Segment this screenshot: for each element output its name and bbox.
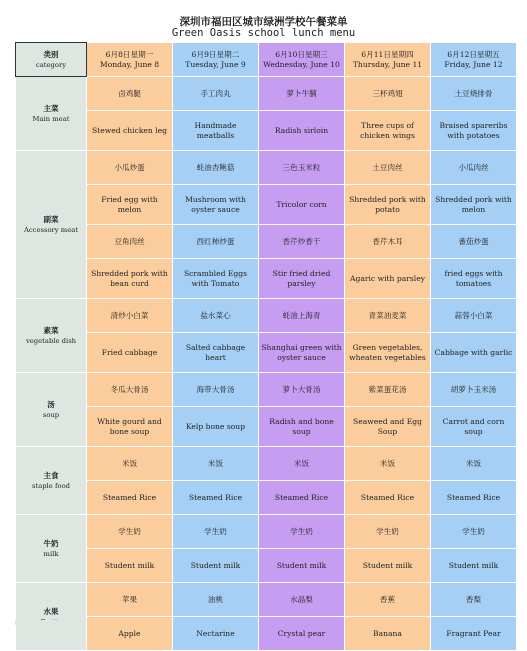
dish-cell: 三色玉米粒 [259, 151, 345, 185]
dish-cell: Student milk [345, 549, 431, 583]
category-cell [16, 151, 87, 299]
category-label-en: vegetable dish [25, 336, 77, 345]
dish-cell: Steamed Rice [87, 481, 173, 515]
dish-cell: White gourd and bone soup [87, 407, 173, 447]
dish-cell: 土豆肉丝 [345, 151, 431, 185]
dish-cell: Student milk [173, 549, 259, 583]
dish-cell: 三杯鸡翅 [345, 77, 431, 111]
menu-row [16, 583, 517, 617]
dish-cell: 青菜油麦菜 [345, 299, 431, 333]
dish-cell: 香芹木耳 [345, 225, 431, 259]
menu-row [16, 333, 517, 373]
dish-cell: 土豆烧排骨 [431, 77, 517, 111]
day-header-zh: 6月12日星期五 [447, 49, 500, 59]
dish-cell: Nectarine [173, 617, 259, 651]
day-header-zh: 6月9日星期二 [191, 49, 240, 59]
dish-cell: Three cups of chicken wings [345, 111, 431, 151]
dish-cell: Carrot and corn soup [431, 407, 517, 447]
category-label-zh: 主菜 [43, 103, 59, 113]
dish-cell: 手工肉丸 [173, 77, 259, 111]
menu-row [16, 299, 517, 333]
day-header-en: Wednesday, June 10 [263, 59, 340, 69]
dish-cell: Steamed Rice [345, 481, 431, 515]
dish-cell: Scrambled Eggs with Tomato [173, 259, 259, 299]
dish-cell: Salted cabbage heart [173, 333, 259, 373]
dish-cell: Stir fried dried parsley [259, 259, 345, 299]
category-label-zh: 牛奶 [43, 538, 59, 548]
category-label-zh: 水果 [43, 606, 59, 616]
dish-cell: Kelp bone soup [173, 407, 259, 447]
dish-cell: Student milk [431, 549, 517, 583]
day-header-wednesday [259, 43, 345, 77]
dish-cell: Apple [87, 617, 173, 651]
dish-cell: Agaric with parsley [345, 259, 431, 299]
category-label-en: soup [42, 410, 60, 419]
dish-cell: 苹果 [87, 583, 173, 617]
menu-title-en: Green Oasis school lunch menu [171, 27, 356, 39]
dish-cell: 番茄炒蛋 [431, 225, 517, 259]
menu-row [16, 617, 517, 651]
day-header-en: Friday, June 12 [444, 59, 503, 69]
dish-cell: Fried egg with melon [87, 185, 173, 225]
category-cell [16, 583, 87, 651]
dish-cell: 紫菜蛋花汤 [345, 373, 431, 407]
dish-cell: 蒜蓉小白菜 [431, 299, 517, 333]
dish-cell: 冬瓜大骨汤 [87, 373, 173, 407]
day-header-zh: 6月8日星期一 [105, 49, 154, 59]
day-header-en: Tuesday, June 9 [185, 59, 246, 69]
dish-cell: 香梨 [431, 583, 517, 617]
category-label-en: staple food [31, 481, 71, 490]
dish-cell: 学生奶 [431, 515, 517, 549]
category-column-footer [15, 620, 86, 625]
category-cell [16, 373, 87, 447]
dish-cell: 豆角肉丝 [87, 225, 173, 259]
category-cell [16, 515, 87, 583]
dish-cell: 学生奶 [259, 515, 345, 549]
menu-row [16, 225, 517, 259]
category-header-en: category [35, 60, 67, 69]
menu-row [16, 185, 517, 225]
menu-row [16, 481, 517, 515]
day-header-monday [87, 43, 173, 77]
dish-cell: 学生奶 [87, 515, 173, 549]
dish-cell: 萝卜牛腩 [259, 77, 345, 111]
menu-row [16, 259, 517, 299]
dish-cell: Banana [345, 617, 431, 651]
dish-cell: Mushroom with oyster sauce [173, 185, 259, 225]
dish-cell: 小瓜肉丝 [431, 151, 517, 185]
day-header-tuesday [173, 43, 259, 77]
dish-cell: 卤鸡腿 [87, 77, 173, 111]
dish-cell: Shanghai green with oyster sauce [259, 333, 345, 373]
dish-cell: Shredded pork with potato [345, 185, 431, 225]
dish-cell: Shredded pork with bean curd [87, 259, 173, 299]
dish-cell: Student milk [259, 549, 345, 583]
dish-cell: 蚝油上海青 [259, 299, 345, 333]
dish-cell: 盐水菜心 [173, 299, 259, 333]
dish-cell: Tricolor corn [259, 185, 345, 225]
dish-cell: 蚝油杏鲍菇 [173, 151, 259, 185]
dish-cell: 米饭 [259, 447, 345, 481]
day-header-zh: 6月11日星期四 [361, 49, 414, 59]
category-label-en: Main meat [32, 114, 70, 123]
day-header-zh: 6月10日星期三 [275, 49, 328, 59]
menu-row [16, 549, 517, 583]
day-header-en: Thursday, June 11 [352, 59, 423, 69]
category-label-zh: 副菜 [43, 214, 59, 224]
dish-cell: 清炒小白菜 [87, 299, 173, 333]
day-header-friday [431, 43, 517, 77]
menu-row [16, 373, 517, 407]
dish-cell: 学生奶 [345, 515, 431, 549]
category-label-en: milk [43, 549, 59, 558]
dish-cell: Handmade meatballs [173, 111, 259, 151]
dish-cell: Green vegetables, wheaten vegetables [345, 333, 431, 373]
category-cell [16, 77, 87, 151]
menu-title-zh: 深圳市福田区城市绿洲学校午餐菜单 [179, 16, 348, 28]
header-row [16, 43, 517, 77]
category-cell [16, 447, 87, 515]
dish-cell: Braised spareribs with potatoes [431, 111, 517, 151]
dish-cell: Steamed Rice [173, 481, 259, 515]
dish-cell: Shredded pork with melon [431, 185, 517, 225]
dish-cell: Stewed chicken leg [87, 111, 173, 151]
category-header-zh: 类别 [43, 49, 59, 59]
dish-cell: 小瓜炒蛋 [87, 151, 173, 185]
dish-cell: Steamed Rice [431, 481, 517, 515]
dish-cell: 西红柿炒蛋 [173, 225, 259, 259]
dish-cell: Fried cabbage [87, 333, 173, 373]
category-label-zh: 素菜 [43, 325, 59, 335]
lunch-menu-table [15, 42, 517, 651]
menu-row [16, 407, 517, 447]
dish-cell: Fragrant Pear [431, 617, 517, 651]
dish-cell: 海带大骨汤 [173, 373, 259, 407]
dish-cell: 学生奶 [173, 515, 259, 549]
dish-cell: Crystal pear [259, 617, 345, 651]
dish-cell: 胡萝卜玉米汤 [431, 373, 517, 407]
day-header-thursday [345, 43, 431, 77]
dish-cell: 米饭 [345, 447, 431, 481]
day-header-en: Monday, June 8 [99, 59, 160, 69]
dish-cell: fried eggs with tomatoes [431, 259, 517, 299]
dish-cell: 油桃 [173, 583, 259, 617]
dish-cell: 香芹炒香干 [259, 225, 345, 259]
dish-cell: 水晶梨 [259, 583, 345, 617]
category-header [16, 43, 87, 77]
category-label-zh: 汤 [47, 399, 55, 409]
dish-cell: 米饭 [173, 447, 259, 481]
category-cell [16, 299, 87, 373]
dish-cell: Student milk [87, 549, 173, 583]
dish-cell: Seaweed and Egg Soup [345, 407, 431, 447]
menu-row [16, 111, 517, 151]
category-label-zh: 主食 [43, 470, 59, 480]
menu-row [16, 447, 517, 481]
menu-row [16, 151, 517, 185]
category-label-en: Accessory meat [23, 225, 79, 234]
dish-cell: 米饭 [87, 447, 173, 481]
dish-cell: 萝卜大骨汤 [259, 373, 345, 407]
dish-cell: 香蕉 [345, 583, 431, 617]
menu-row [16, 515, 517, 549]
dish-cell: Steamed Rice [259, 481, 345, 515]
dish-cell: 米饭 [431, 447, 517, 481]
dish-cell: Radish sirloin [259, 111, 345, 151]
menu-row [16, 77, 517, 111]
dish-cell: Radish and bone soup [259, 407, 345, 447]
dish-cell: Cabbage with garlic [431, 333, 517, 373]
